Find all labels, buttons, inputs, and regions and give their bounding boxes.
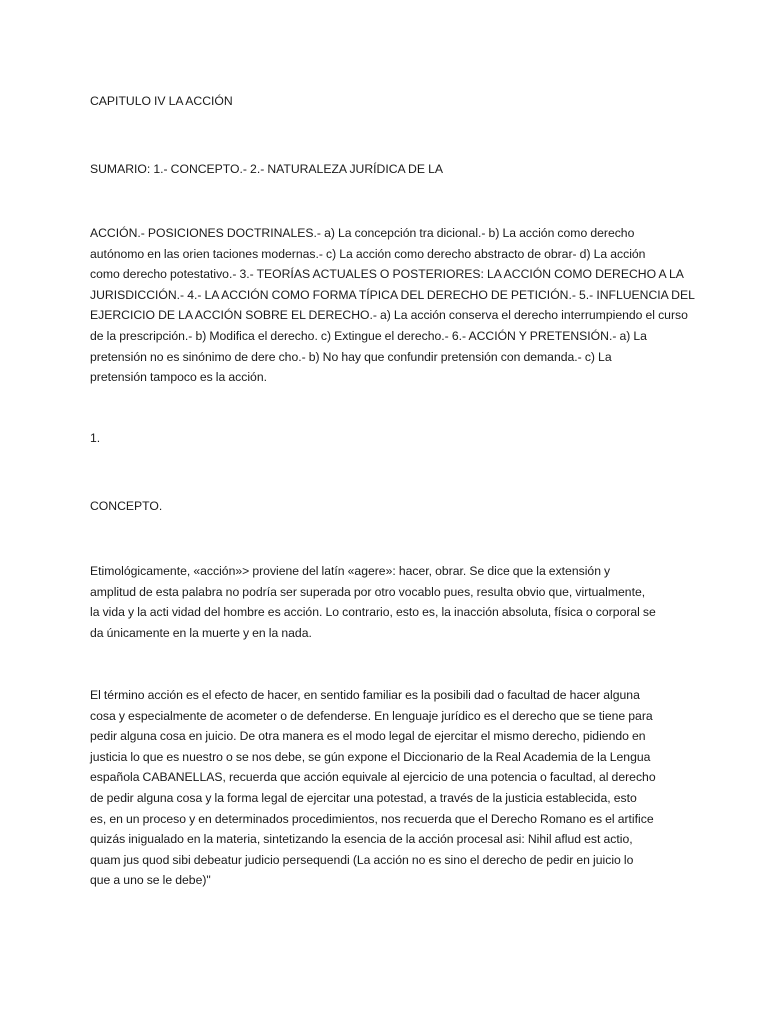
chapter-title — [90, 91, 698, 112]
paragraph-line: da únicamente en la muerte y en la nada. — [90, 625, 312, 640]
paragraph-line: amplitud de esta palabra no podría ser superada por otro vocablo pues, resulta obvio que, virtualmente, — [90, 584, 646, 599]
summary-line: pretensión no es sinónimo de dere cho.- b) No hay que confundir pretensión con demanda.- c) La — [90, 349, 612, 364]
paragraph-line: española CABANELLAS, recuerda que acción equivale al ejercicio de una potencia o facultad, al derecho — [90, 770, 656, 785]
section-number — [90, 428, 698, 449]
summary-line: como derecho potestativo.- 3.- TEORÍAS ACTUALES O POSTERIORES: LA ACCIÓN COMO DERECHO A LA — [90, 267, 684, 282]
paragraph-line: Etimológicamente, «acción»> proviene del latín «agere»: hacer, obrar. Se dice que la extensión y — [90, 564, 611, 578]
summary-line: ACCIÓN.- POSICIONES DOCTRINALES.- a) La concepción tra dicional.- b) La acción como derecho — [90, 226, 635, 240]
paragraph-line: justicia lo que es nuestro o se nos debe, se gún expone el Diccionario de la Real Academia de la Lengua — [90, 749, 651, 764]
section-number-text: 1. — [90, 431, 101, 445]
summary-line: JURISDICCIÓN.- 4.- LA ACCIÓN COMO FORMA TÍPICA DEL DERECHO DE PETICIÓN.- 5.- INFLUENCIA DEL — [90, 287, 695, 302]
summary-body — [90, 223, 698, 388]
paragraph-line: de pedir alguna cosa y la forma legal de ejercitar una potestad, a través de la justicia establecida, esto — [90, 790, 637, 805]
summary-heading-text: SUMARIO: 1.- CONCEPTO.- 2.- NATURALEZA JURÍDICA DE LA — [90, 162, 443, 176]
summary-line: autónomo en las orien taciones modernas.- c) La acción como derecho abstracto de obrar- d) La acción — [90, 246, 646, 261]
paragraph-line: cosa y especialmente de acometer o de defenderse. En lenguaje jurídico es el derecho que se tiene para — [90, 708, 653, 723]
summary-heading — [90, 159, 698, 180]
paragraph-etymology — [90, 561, 698, 643]
paragraph-line: quizás inigualado en la materia, sintetizando la esencia de la acción procesal asi: Nihil aflud est actio, — [90, 832, 633, 847]
paragraph-line: El término acción es el efecto de hacer, en sentido familiar es la posibili dad o facultad de hacer alguna — [90, 688, 640, 702]
paragraph-line: quam jus quod sibi debeatur judicio persequendi (La acción no es sino el derecho de pedir en juicio lo — [90, 852, 634, 867]
chapter-title-text: CAPITULO IV LA ACCIÓN — [90, 94, 233, 108]
paragraph-line: pedir alguna cosa en juicio. De otra manera es el modo legal de ejercitar el mismo derecho, pidiendo en — [90, 729, 646, 744]
summary-line: EJERCICIO DE LA ACCIÓN SOBRE EL DERECHO.- a) La acción conserva el derecho interrumpiendo el curso — [90, 308, 688, 323]
summary-line: de la prescripción.- b) Modifica el derecho. c) Extingue el derecho.- 6.- ACCIÓN Y PRETENSIÓN.- a) La — [90, 328, 647, 343]
summary-line: pretensión tampoco es la acción. — [90, 370, 267, 385]
paragraph-line: es, en un proceso y en determinados procedimientos, nos recuerda que el Derecho Romano es el artifice — [90, 811, 654, 826]
paragraph-line: que a uno se le debe)" — [90, 873, 211, 888]
section-title-text: CONCEPTO. — [90, 499, 163, 513]
section-title — [90, 496, 698, 517]
paragraph-line: la vida y la acti vidad del hombre es acción. Lo contrario, esto es, la inacción absoluta, física o corporal se — [90, 605, 656, 620]
paragraph-definition — [90, 685, 698, 891]
